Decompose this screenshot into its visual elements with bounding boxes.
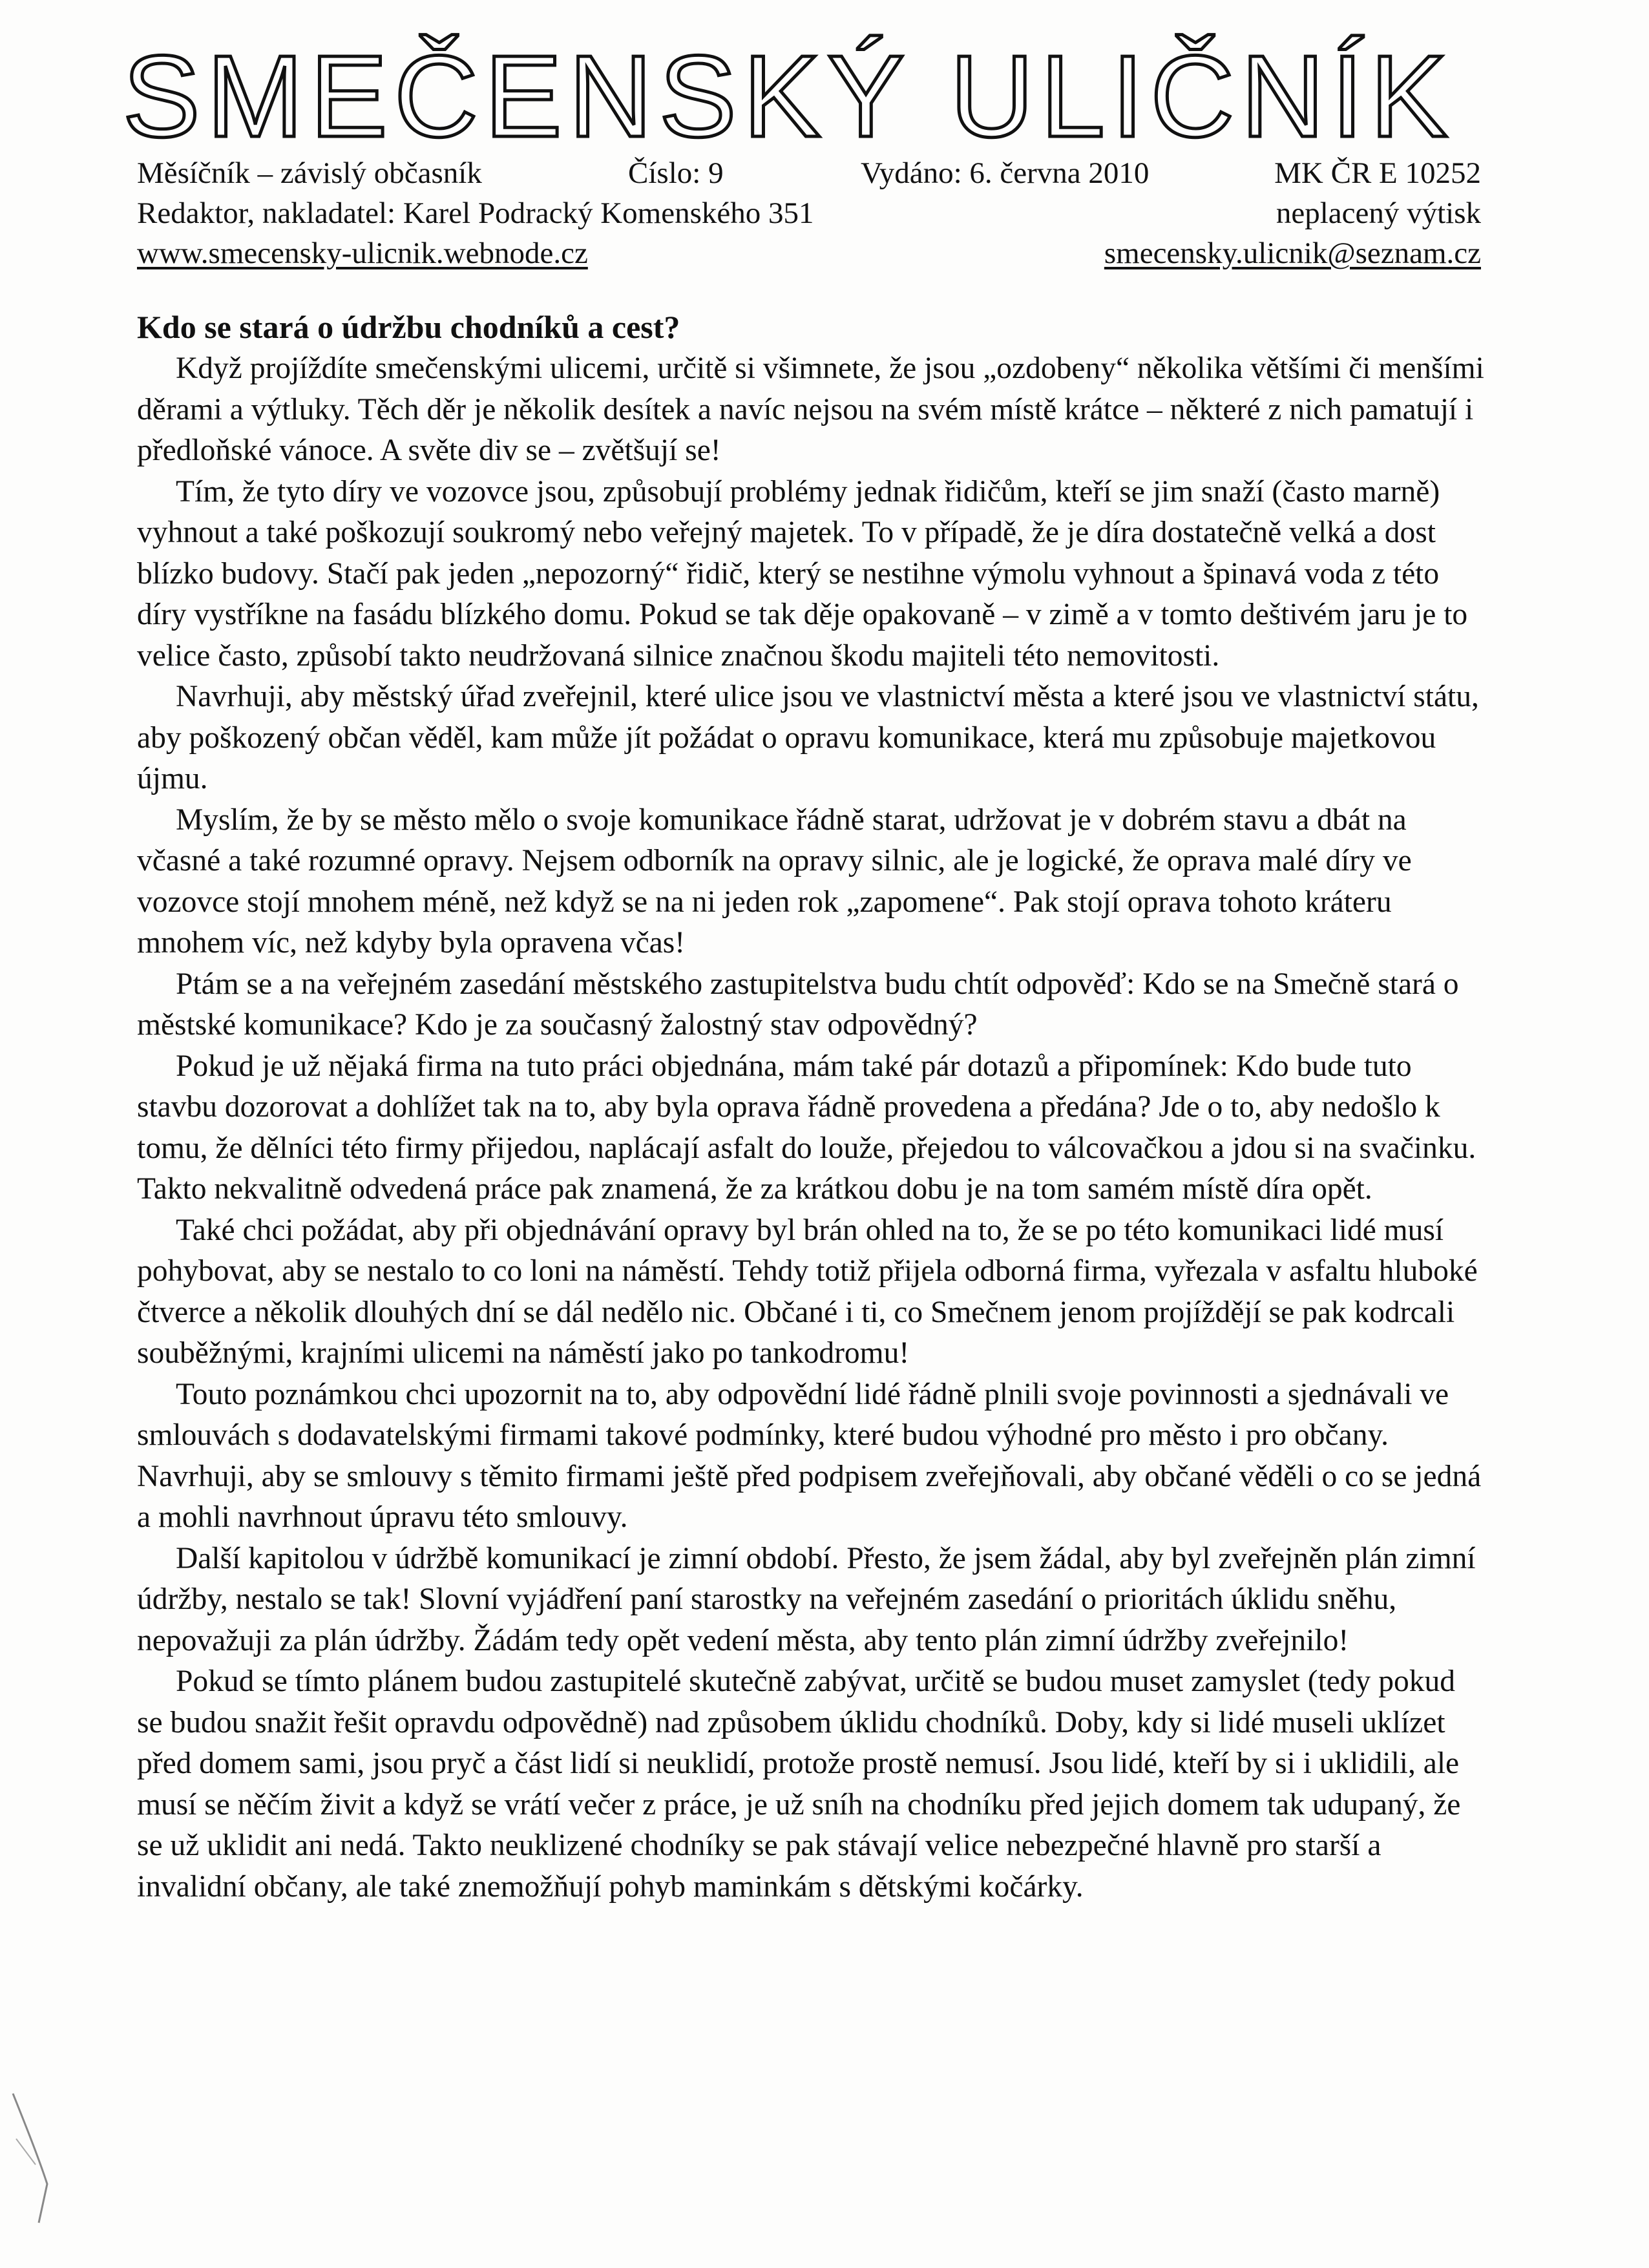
article-paragraph: Tím, že tyto díry ve vozovce jsou, způsobují problémy jednak řidičům, kteří se jim snaží (často marně) vyhnout a také poškozují soukromý nebo veřejný majetek. To v případě, že je díra dostatečně velká a dost blízko budovy. Stačí pak jeden „nepozorný“ řidič, který se nestihne výmolu vyhnout a špinavá voda z této díry vystříkne na fasádu blízkého domu. Pokud se tak děje opakovaně – v zimě a v tomto deštivém jaru je to velice často, způsobí takto neudržovaná silnice značnou škodu majiteli této nemovitosti. (137, 474, 1468, 673)
publish-date: Vydáno: 6. června 2010 (861, 156, 1150, 190)
article-paragraph: Ptám se a na veřejném zasedání městského zastupitelstva budu chtít odpověď: Kdo se na Smečně stará o městské komunikace? Kdo je za současný žalostný stav odpovědný? (137, 967, 1459, 1042)
email-link[interactable]: smecensky.ulicnik@seznam.cz (1104, 236, 1481, 270)
article-paragraph: Další kapitolou v údržbě komunikací je zimní období. Přesto, že jsem žádal, aby byl zveřejněn plán zimní údržby, nestalo se tak! Slovní vyjádření paní starostky na veřejném zasedání o prioritách úklidu sněhu, nepovažuji za plán údržby. Žádám tedy opět vedení města, aby tento plán zimní údržby zveřejnilo! (137, 1541, 1476, 1657)
article-paragraph: Touto poznámkou chci upozornit na to, aby odpovědní lidé řádně plnili svoje povinnosti a sjednávali ve smlouvách s dodavatelskými firmami takové podmínky, které budou výhodné pro město i pro občany. Navrhuji, aby se smlouvy s těmito firmami ještě před podpisem zveřejňovali, aby občané věděli o co se jedná a mohli navrhnout úpravu této smlouvy. (137, 1377, 1482, 1534)
issue-number: Číslo: 9 (628, 156, 724, 190)
website-link[interactable]: www.smecensky-ulicnik.webnode.cz (137, 236, 588, 270)
info-row-1 (137, 154, 1481, 193)
scan-edge-mark (10, 2087, 61, 2229)
article-paragraph: Navrhuji, aby městský úřad zveřejnil, které ulice jsou ve vlastnictví města a které jsou ve vlastnictví státu, aby poškozený občan věděl, kam může jít požádat o opravu komunikace, která mu způsobuje majetkovou újmu. (137, 680, 1479, 795)
article-paragraph: Pokud je už nějaká firma na tuto práci objednána, mám také pár dotazů a připomínek: Kdo bude tuto stavbu dozorovat a dohlížet tak na to, aby byla oprava řádně provedena a předána? Jde o to, aby nedošlo k tomu, že dělníci této firmy přijedou, naplácají asfalt do louže, přejedou to válcovačkou a jdou si na svačinku. Takto nekvalitně odvedená práce pak znamená, že za krátkou dobu je na tom samém místě díra opět. (137, 1049, 1476, 1206)
info-row-2 (137, 194, 1481, 233)
article-paragraph: Pokud se tímto plánem budou zastupitelé skutečně zabývat, určitě se budou muset zamyslet (tedy pokud se budou snažit řešit opravdu odpovědně) nad způsobem úklidu chodníků. Doby, kdy si lidé museli uklízet před domem sami, jsou pryč a část lidí si neuklidí, protože prostě nemusí. Jsou lidé, kteří by si i uklidili, ale musí se něčím živit a když se vrátí večer z práce, je už sníh na chodníku před jejich domem tak udupaný, že se už uklidit ani nedá. Takto neuklizené chodníky se pak stávají velice nebezpečné hlavně pro starší a invalidní občany, ale také znemožňují pohyb maminkám s dětskými kočárky. (137, 1664, 1461, 1904)
article-paragraph: Také chci požádat, aby při objednávání opravy byl brán ohled na to, že se po této komunikaci lidé musí pohybovat, aby se nestalo to co loni na náměstí. Tehdy totiž přijela odborná firma, vyřezala v asfaltu hluboké čtverce a několik dlouhých dní se dál nedělo nic. Občané i ti, co Smečnem jenom projíždějí se pak kodrcali souběžnými, krajními ulicemi na náměstí jako po tankodromu! (137, 1213, 1478, 1370)
info-row-3 (137, 234, 1481, 273)
registration-number: MK ČR E 10252 (1274, 156, 1481, 190)
masthead-title: SMEČENSKÝ ULIČNÍK (122, 32, 1455, 162)
editor-publisher: Redaktor, nakladatel: Karel Podracký Komenského 351 (137, 196, 814, 230)
article-headline: Kdo se stará o údržbu chodníků a cest? (137, 309, 680, 345)
article-paragraph: Když projíždíte smečenskými ulicemi, určitě si všimnete, že jsou „ozdobeny“ několika většími či menšími děrami a výtluky. Těch děr je několik desítek a navíc nejsou na svém místě krátce – některé z nich pamatují i předloňské vánoce. A světe div se – zvětšují se! (137, 352, 1484, 467)
article (137, 307, 1487, 1907)
price-note: neplacený výtisk (1276, 196, 1481, 230)
periodicity: Měsíčník – závislý občasník (137, 156, 482, 190)
article-paragraph: Myslím, že by se město mělo o svoje komunikace řádně starat, udržovat je v dobrém stavu a dbát na včasné a také rozumné opravy. Nejsem odborník na opravy silnic, ale je logické, že oprava malé díry ve vozovce stojí mnohem méně, než když se na ni jeden rok „zapomene“. Pak stojí oprava tohoto kráteru mnohem víc, než kdyby byla opravena včas! (137, 803, 1412, 960)
